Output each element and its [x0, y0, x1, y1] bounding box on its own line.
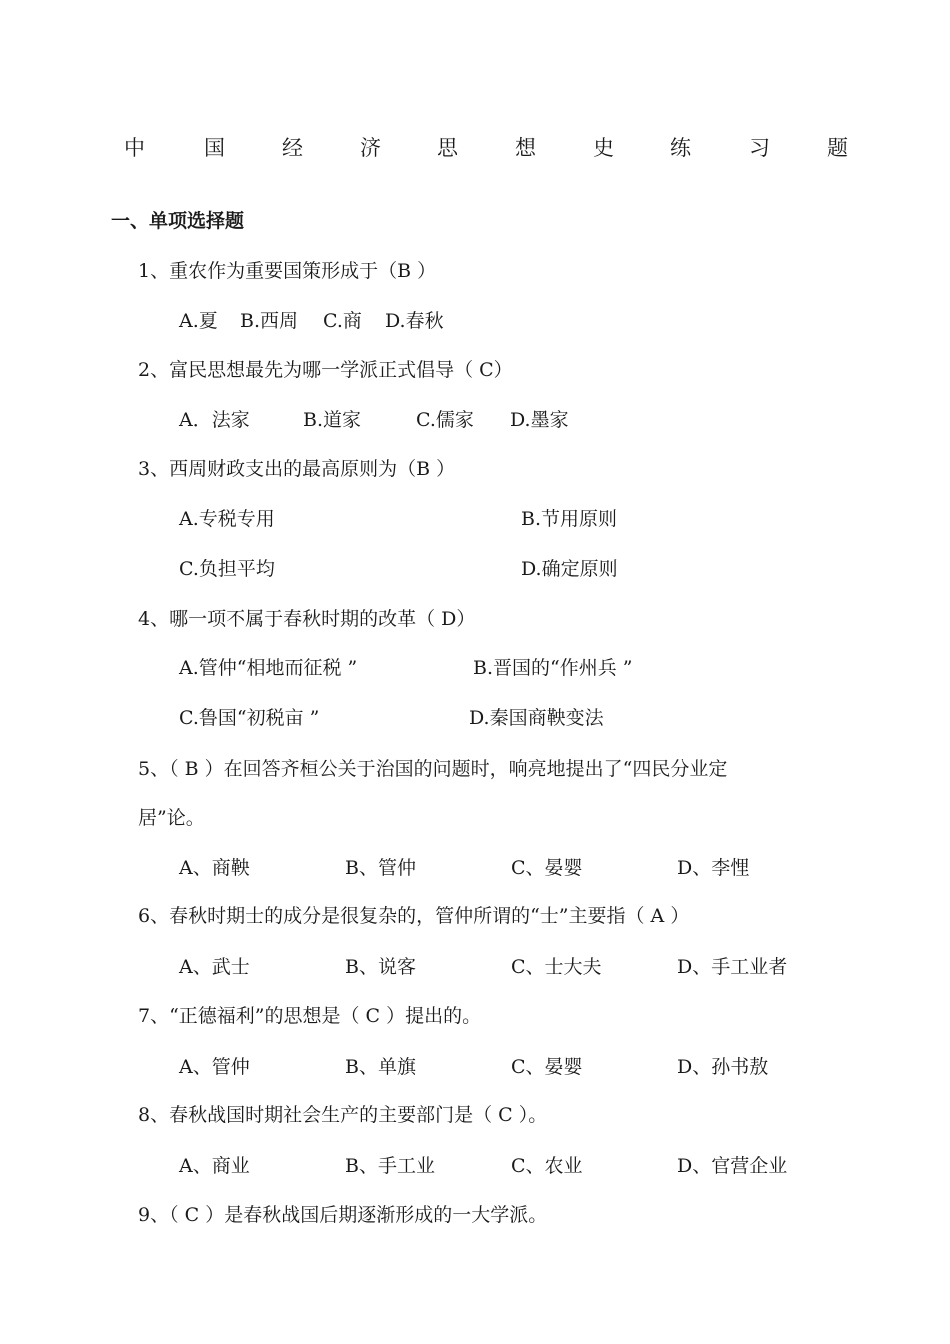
option-8a: A、商业 — [179, 1155, 250, 1177]
title-char: 中 — [124, 136, 145, 160]
title-char: 史 — [593, 136, 614, 160]
option-4d: D.秦国商鞅变法 — [469, 707, 604, 729]
option-7c: C、晏婴 — [511, 1056, 583, 1078]
option-3a: A.专税专用 — [179, 508, 275, 530]
question-5-continued: 居”论。 — [138, 807, 205, 829]
title-char: 经 — [282, 136, 303, 160]
title-char: 想 — [515, 136, 536, 160]
question-8: 8、春秋战国时期社会生产的主要部门是（ C ）。 — [138, 1104, 548, 1126]
option-5c: C、晏婴 — [511, 857, 583, 879]
option-1c: C.商 — [323, 310, 362, 332]
option-6d: D、手工业者 — [677, 956, 788, 978]
option-1d: D.春秋 — [385, 310, 444, 332]
title-char: 练 — [670, 136, 691, 160]
title-char: 思 — [437, 136, 458, 160]
option-5b: B、管仲 — [345, 857, 416, 879]
section-heading: 一、单项选择题 — [111, 210, 245, 232]
option-2c: C.儒家 — [416, 409, 474, 431]
option-8c: C、农业 — [511, 1155, 583, 1177]
option-5d: D、李悝 — [677, 857, 750, 879]
option-7b: B、单旗 — [345, 1056, 416, 1078]
question-3: 3、西周财政支出的最高原则为（B ） — [138, 458, 456, 480]
title-char: 题 — [827, 136, 848, 160]
option-8b: B、手工业 — [345, 1155, 435, 1177]
question-5: 5、（ B ）在回答齐桓公关于治国的问题时，响亮地提出了“四民分业定 — [138, 758, 728, 780]
option-6b: B、说客 — [345, 956, 416, 978]
option-3b: B.节用原则 — [521, 508, 618, 530]
option-7a: A、管仲 — [179, 1056, 250, 1078]
option-1b: B.西周 — [240, 310, 299, 332]
question-6: 6、春秋时期士的成分是很复杂的，管仲所谓的“士”主要指（ A ） — [138, 905, 690, 927]
option-5a: A、商鞅 — [179, 857, 250, 879]
option-2d: D.墨家 — [510, 409, 569, 431]
option-8d: D、官营企业 — [677, 1155, 788, 1177]
option-6c: C、士大夫 — [511, 956, 602, 978]
option-6a: A、武士 — [179, 956, 250, 978]
question-2: 2、富民思想最先为哪一学派正式倡导（ C） — [138, 359, 513, 381]
option-2a: A．法家 — [179, 409, 250, 431]
option-7d: D、孙书敖 — [677, 1056, 769, 1078]
title-char: 习 — [749, 136, 770, 160]
title-char: 济 — [360, 136, 381, 160]
option-3d: D.确定原则 — [521, 558, 618, 580]
option-4b: B.晋国的“作州兵 ” — [473, 657, 633, 679]
question-4: 4、哪一项不属于春秋时期的改革（ D） — [138, 608, 476, 630]
question-1: 1、重农作为重要国策形成于（B ） — [138, 260, 437, 282]
option-2b: B.道家 — [303, 409, 362, 431]
question-7: 7、“正德福利”的思想是（ C ）提出的。 — [138, 1005, 482, 1027]
option-3c: C.负担平均 — [179, 558, 275, 580]
option-4c: C.鲁国“初税亩 ” — [179, 707, 320, 729]
question-9: 9、（ C ）是春秋战国后期逐渐形成的一大学派。 — [138, 1204, 548, 1226]
option-4a: A.管仲“相地而征税 ” — [179, 657, 358, 679]
title-char: 国 — [204, 136, 225, 160]
option-1a: A.夏 — [179, 310, 218, 332]
